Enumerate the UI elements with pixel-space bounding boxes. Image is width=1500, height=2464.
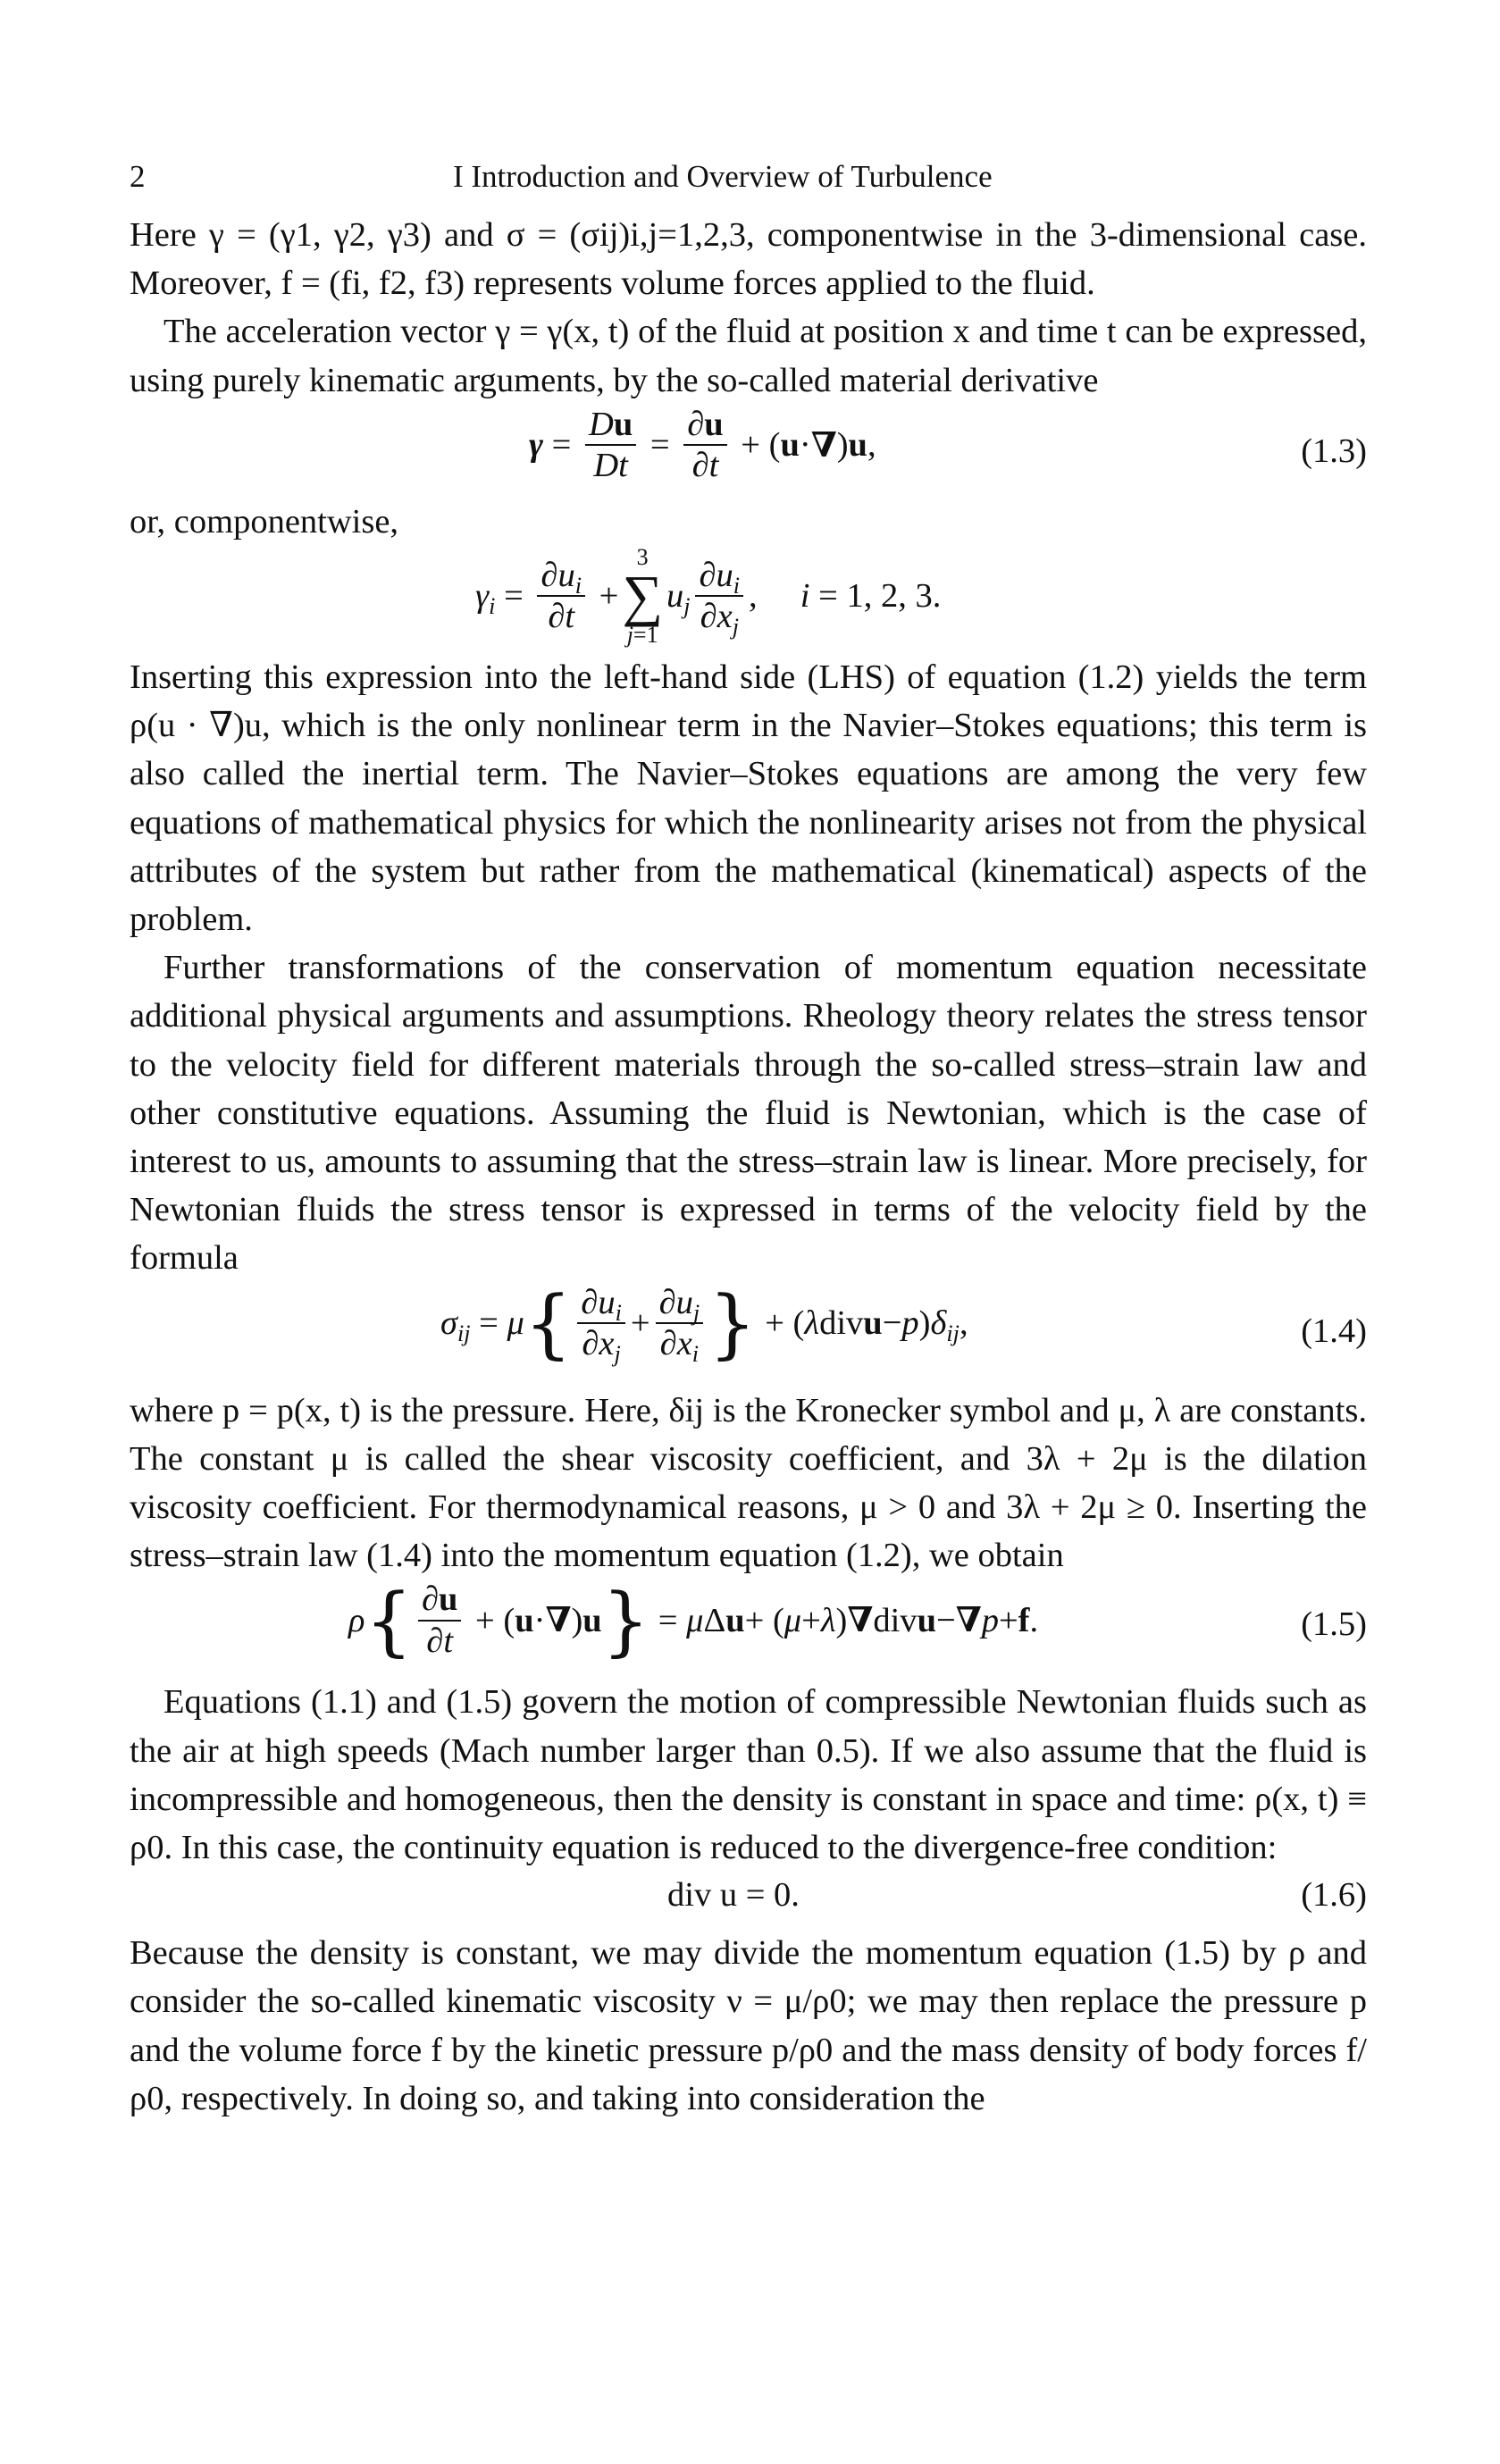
equation-1-5 [130,1576,1367,1678]
equation-1-3 [130,405,1367,498]
equation-1-5-body: ρ { $\frac{\partial u}{\partial t}$ + ( u · ∇ ) u } = μ Δ u + ( μ + λ ) ∇ div u − ∇ p + f . [348,1576,1039,1664]
paragraph-2: The acceleration vector γ = γ(x, t) of the fluid at position x and time t can be expressed, using purely kinematic arguments, by the so-called material derivative [130,313,1367,399]
equation-componentwise [130,546,1367,653]
paragraph-4: Inserting this expression into the left-hand side (LHS) of equation (1.2) yields the term ρ(u · ∇)u, which is the only nonlinear term in the Navier–Stokes equations; this term is also called the inertial term. The Navier–Stokes equations are among the very few equations of mathematical physics for which the nonlinearity arises not from the physical attributes of the system but rather from the mathematical (kinematical) aspects of the problem. [130,658,1367,939]
equation-1-5-label: (1.5) [1301,1605,1367,1644]
page-number: 2 [130,159,146,194]
equation-1-4-body: $\sigma_{ij}$ = μ { $\frac{\partial u_i}{\partial x_j}$ + $\frac{\partial u_j}{\partial x_i}$ } + ( λ div u − p ) $\delta_{ij}$ , [440,1278,968,1367]
equation-1-4 [130,1278,1367,1387]
equation-1-3-label: (1.3) [1301,432,1367,470]
equation-componentwise-body: $\gamma_i$ = $\frac{\partial u_i}{\partial t}$ + 3 ∑ j=1 $u_j$ $\frac{\partial u_i}{\partial x_j}$ , i = 1, 2, 3. [475,544,942,648]
equation-1-4-label: (1.4) [1301,1312,1367,1350]
paragraph-6: where p = p(x, t) is the pressure. Here, δij is the Kronecker symbol and μ, λ are constants. The constant μ is called the shear viscosity coefficient, and 3λ + 2μ is the dilation viscosity coefficient. For thermodynamical reasons, μ > 0 and 3λ + 2μ ≥ 0. Inserting the stress–strain law (1.4) into the momentum equation (1.2), we obtain [130,1391,1367,1575]
equation-1-6 [130,1872,1367,1929]
equation-1-6-body: div u = 0. [667,1876,800,1915]
equation-1-6-label: (1.6) [1301,1876,1367,1915]
paragraph-8: Because the density is constant, we may divide the momentum equation (1.5) by ρ and consider the so-called kinematic viscosity ν = μ/ρ0; we may then replace the pressure p and the volume force f by the kinetic pressure p/ρ0 and the mass density of body forces f/ρ0, respectively. In doing so, and taking into consideration the [130,1934,1367,2117]
running-title: I Introduction and Overview of Turbulence [453,159,993,194]
running-header [130,152,1367,205]
equation-1-3-body: γ = $\frac{Du}{Dt}$ = $\frac{\partial u}{\partial t}$ + ( u · ∇ ) u , [529,405,876,485]
page [130,152,1367,2123]
paragraph-7: Equations (1.1) and (1.5) govern the motion of compressible Newtonian fluids such as the air at high speeds (Mach number larger than 0.5). If we also assume that the fluid is incompressible and homogeneous, then the density is constant in space and time: ρ(x, t) ≡ ρ0. In this case, the continuity equation is reduced to the divergence-free condition: [130,1683,1367,1867]
paragraph-1: Here γ = (γ1, γ2, γ3) and σ = (σij)i,j=1,2,3, componentwise in the 3-dimensional case. Moreover, f = (fi, f2, f3) represents volume forces applied to the fluid. [130,216,1367,303]
paragraph-5: Further transformations of the conservation of momentum equation necessitate additional physical arguments and assumptions. Rheology theory relates the stress tensor to the velocity field for different materials through the so-called stress–strain law and other constitutive equations. Assuming the fluid is Newtonian, which is the case of interest to us, amounts to assuming that the stress–strain law is linear. More precisely, for Newtonian fluids the stress tensor is expressed in terms of the velocity field by the formula [130,949,1367,1278]
paragraph-3: or, componentwise, [130,502,399,541]
